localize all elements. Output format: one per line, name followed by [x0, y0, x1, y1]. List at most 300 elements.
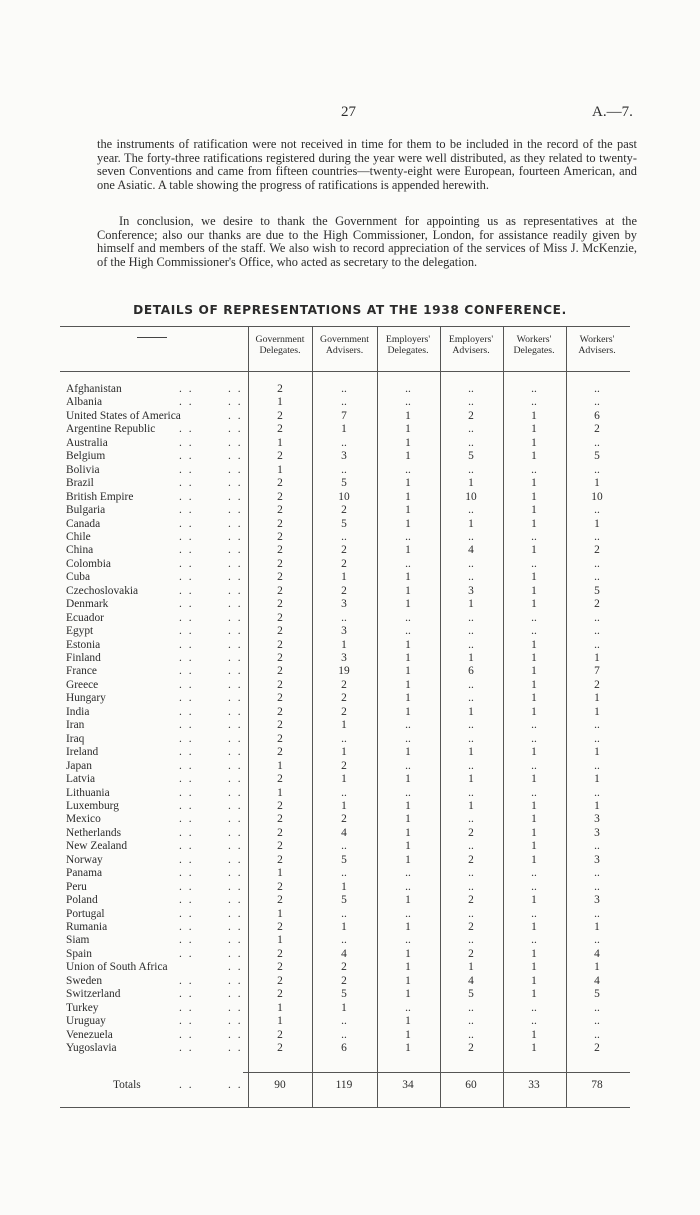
table-cell: 2	[277, 638, 283, 651]
table-row	[0, 975, 700, 988]
leader-dots: . .	[179, 571, 194, 584]
table-cell: 1	[531, 436, 537, 449]
table-cell: 2	[468, 1042, 474, 1055]
leader-dots: . .	[228, 974, 243, 987]
table-cell: 1	[531, 423, 537, 436]
table-cell: 1	[531, 584, 537, 597]
table-cell: ..	[594, 436, 600, 449]
table-cell: 1	[531, 746, 537, 759]
table-cell: 1	[531, 813, 537, 826]
table-row	[0, 639, 700, 652]
leader-dots: . .	[228, 961, 243, 974]
column-header-line: Advisers.	[452, 345, 490, 356]
total-value: 60	[465, 1079, 477, 1091]
column-header-line: Advisers.	[325, 345, 364, 356]
table-cell: ..	[594, 786, 600, 799]
table-cell: ..	[405, 934, 411, 947]
table-cell: 3	[341, 598, 347, 611]
table-cell: ..	[594, 840, 600, 853]
column-header-line: Delegates.	[259, 345, 301, 356]
table-cell: 1	[405, 1028, 411, 1041]
table-cell: 1	[594, 517, 600, 530]
table-cell: 2	[341, 961, 347, 974]
table-row	[0, 598, 700, 611]
table-cell: 1	[405, 1015, 411, 1028]
country-name: Lithuania	[66, 786, 110, 799]
table-cell: 2	[277, 719, 283, 732]
table-row	[0, 652, 700, 665]
country-name: Venezuela	[66, 1028, 113, 1041]
column-header-line: Delegates.	[387, 345, 429, 356]
table-cell: 2	[594, 423, 600, 436]
table-cell: ..	[405, 463, 411, 476]
leader-dots: . .	[179, 1042, 194, 1055]
table-row	[0, 558, 700, 571]
leader-dots: . .	[179, 477, 194, 490]
table-cell: 1	[468, 773, 474, 786]
leader-dots: . .	[228, 759, 243, 772]
country-name: Greece	[66, 678, 99, 691]
table-cell: 2	[468, 921, 474, 933]
country-name: Mexico	[66, 813, 101, 826]
table-cell: 19	[338, 665, 350, 678]
table-cell: 1	[531, 665, 537, 678]
column-header	[566, 334, 628, 356]
table-row	[0, 948, 700, 961]
table-row	[0, 625, 700, 638]
leader-dots: . .	[228, 853, 243, 866]
table-cell: 2	[468, 409, 474, 422]
country-name: Chile	[66, 530, 91, 543]
table-cell: ..	[594, 557, 600, 570]
table-row	[0, 867, 700, 880]
country-name: Latvia	[66, 773, 96, 786]
country-name: France	[66, 665, 97, 678]
country-name: Albania	[66, 396, 103, 409]
table-cell: 1	[468, 746, 474, 759]
table-cell: 2	[341, 813, 347, 826]
leader-dots: . .	[228, 894, 243, 907]
table-cell: 4	[594, 947, 600, 960]
column-header-line: Workers'	[579, 334, 615, 345]
table-cell: 1	[405, 504, 411, 517]
table-cell: 1	[341, 638, 347, 651]
country-name: Portugal	[66, 907, 105, 920]
table-cell: 1	[405, 799, 411, 812]
table-cell: 2	[277, 530, 283, 543]
country-name: Argentine Republic	[66, 423, 156, 436]
table-cell: 2	[341, 557, 347, 570]
table-cell: 5	[341, 477, 347, 490]
table-cell: ..	[405, 1001, 411, 1014]
table-cell: ..	[594, 611, 600, 624]
leader-dots: . .	[228, 947, 243, 960]
country-name: Denmark	[66, 598, 109, 611]
table-cell: 2	[277, 773, 283, 786]
leader-dots: . .	[228, 799, 243, 812]
table-cell: ..	[531, 732, 537, 745]
table-cell: 1	[531, 1042, 537, 1055]
table-cell: ..	[468, 678, 474, 691]
table-row	[0, 396, 700, 409]
country-name: Hungary	[66, 692, 106, 705]
table-cell: 2	[277, 490, 283, 503]
table-row	[0, 383, 700, 396]
leader-dots: . .	[228, 1028, 243, 1041]
country-name: China	[66, 544, 94, 557]
table-cell: 5	[594, 450, 600, 463]
table-cell: 1	[405, 423, 411, 436]
country-name: Bulgaria	[66, 504, 106, 517]
table-cell: 1	[531, 544, 537, 557]
leader-dots: . .	[228, 719, 243, 732]
table-cell: 1	[341, 773, 347, 786]
table-cell: 1	[531, 921, 537, 933]
table-cell: ..	[405, 732, 411, 745]
leader-dots: . .	[179, 396, 194, 409]
table-cell: ..	[594, 625, 600, 638]
table-cell: 1	[531, 450, 537, 463]
table-cell: ..	[468, 880, 474, 893]
leader-dots: . .	[179, 732, 194, 745]
table-cell: 2	[277, 423, 283, 436]
table-cell: ..	[594, 880, 600, 893]
leader-dots: . .	[179, 799, 194, 812]
table-cell: 1	[405, 773, 411, 786]
table-cell: ..	[405, 611, 411, 624]
table-cell: ..	[468, 504, 474, 517]
leader-dots: . .	[179, 826, 194, 839]
table-cell: ..	[341, 732, 347, 745]
paragraph-ratifications: the instruments of ratification were not received in time for them to be included in the record of the past year. The forty-three ratifications registered during the year were well distributed, as they related to twenty-seven Conventions and came from fifteen countries—twenty-eight were European, fourteen American, and one Asiatic. A table showing the progress of ratifications is appended herewith.	[97, 137, 637, 192]
leader-dots: . .	[228, 773, 243, 786]
column-header	[249, 334, 311, 356]
table-cell: ..	[468, 719, 474, 732]
table-row	[0, 813, 700, 826]
table-cell: 2	[341, 692, 347, 705]
column-header	[503, 334, 565, 356]
leader-dots: . .	[179, 584, 194, 597]
table-cell: 2	[277, 383, 283, 395]
leader-dots: . .	[228, 504, 243, 517]
leader-dots: . .	[179, 947, 194, 960]
table-row	[0, 612, 700, 625]
table-cell: 2	[468, 894, 474, 907]
table-cell: 2	[277, 880, 283, 893]
leader-dots: . .	[179, 544, 194, 557]
table-row	[0, 787, 700, 800]
leader-dots: . .	[228, 867, 243, 880]
table-cell: 2	[277, 477, 283, 490]
country-name: Iran	[66, 719, 85, 732]
table-cell: 3	[594, 813, 600, 826]
table-cell: 1	[405, 988, 411, 1001]
table-cell: 1	[531, 826, 537, 839]
table-row	[0, 773, 700, 786]
page-reference: A.—7.	[592, 104, 633, 120]
country-name: Ecuador	[66, 611, 104, 624]
table-cell: ..	[468, 423, 474, 436]
table-cell: ..	[468, 867, 474, 880]
leader-dots: . .	[228, 1042, 243, 1055]
table-cell: ..	[405, 759, 411, 772]
table-cell: ..	[531, 719, 537, 732]
table-cell: ..	[468, 1001, 474, 1014]
table-cell: 2	[277, 921, 283, 933]
table-cell: ..	[531, 907, 537, 920]
table-cell: 1	[341, 571, 347, 584]
table-cell: ..	[594, 1015, 600, 1028]
leader-dots: . .	[179, 759, 194, 772]
table-cell: 1	[405, 692, 411, 705]
table-cell: 1	[405, 961, 411, 974]
leader-dots: . .	[228, 813, 243, 826]
table-row	[0, 491, 700, 504]
table-cell: 1	[405, 813, 411, 826]
table-cell: 1	[531, 1028, 537, 1041]
table-cell: 1	[531, 598, 537, 611]
table-row	[0, 531, 700, 544]
leader-dots: . .	[179, 853, 194, 866]
table-cell: 2	[277, 894, 283, 907]
table-row	[0, 706, 700, 719]
table-cell: 6	[468, 665, 474, 678]
table-cell: ..	[594, 638, 600, 651]
table-cell: 1	[277, 934, 283, 947]
table-cell: 2	[277, 692, 283, 705]
table-cell: 10	[465, 490, 477, 503]
table-cell: ..	[468, 396, 474, 409]
table-cell: 5	[341, 517, 347, 530]
table-cell: ..	[341, 463, 347, 476]
table-cell: 1	[531, 504, 537, 517]
leader-dots: . .	[179, 894, 194, 907]
leader-dots: . .	[228, 530, 243, 543]
leader-dots: . .	[228, 611, 243, 624]
leader-dots: . .	[179, 773, 194, 786]
table-cell: ..	[594, 1028, 600, 1041]
country-header-dash	[137, 337, 167, 338]
country-name: Afghanistan	[66, 383, 122, 395]
table-cell: 2	[277, 840, 283, 853]
table-cell: ..	[341, 1015, 347, 1028]
leader-dots: . .	[228, 409, 243, 422]
country-name: Uruguay	[66, 1015, 106, 1028]
table-cell: 2	[341, 678, 347, 691]
leader-dots: . .	[228, 463, 243, 476]
leader-dots: . .	[179, 423, 194, 436]
country-name: Estonia	[66, 638, 101, 651]
table-row	[0, 1029, 700, 1042]
leader-dots: . .	[228, 840, 243, 853]
table-cell: ..	[531, 530, 537, 543]
table-cell: 3	[341, 625, 347, 638]
table-cell: 2	[277, 853, 283, 866]
leader-dots: . .	[179, 517, 194, 530]
table-cell: 1	[405, 436, 411, 449]
table-cell: 1	[405, 544, 411, 557]
table-cell: 1	[468, 598, 474, 611]
table-cell: 1	[405, 974, 411, 987]
leader-dots: . .	[228, 625, 243, 638]
table-cell: 1	[405, 921, 411, 933]
country-name: Czechoslovakia	[66, 584, 139, 597]
table-row	[0, 840, 700, 853]
table-cell: 1	[277, 786, 283, 799]
table-cell: 1	[531, 947, 537, 960]
leader-dots: . .	[179, 436, 194, 449]
column-header	[377, 334, 439, 356]
country-name: United States of America	[66, 409, 181, 422]
table-cell: 1	[531, 652, 537, 664]
country-name: British Empire	[66, 490, 134, 503]
leader-dots: . .	[179, 813, 194, 826]
table-cell: ..	[405, 530, 411, 543]
table-cell: 5	[468, 450, 474, 463]
table-row	[0, 504, 700, 517]
table-cell: 1	[531, 961, 537, 974]
country-name: Peru	[66, 880, 87, 893]
table-cell: 2	[341, 759, 347, 772]
table-cell: ..	[405, 557, 411, 570]
table-cell: ..	[468, 907, 474, 920]
table-cell: 2	[277, 652, 283, 664]
table-cell: ..	[468, 436, 474, 449]
table-row	[0, 881, 700, 894]
table-cell: ..	[341, 867, 347, 880]
country-name: Sweden	[66, 974, 103, 987]
table-cell: 1	[277, 1015, 283, 1028]
total-value: 78	[591, 1079, 603, 1091]
country-name: Australia	[66, 436, 108, 449]
table-cell: 1	[405, 894, 411, 907]
table-cell: ..	[341, 907, 347, 920]
paragraph-conclusion: In conclusion, we desire to thank the Government for appointing us as representatives at the Conference; also our thanks are due to the High Commissioner, London, for assistance readily given by himself and members of the staff. We also wish to record appreciation of the services of Miss J. McKenzie, of the High Commissioner's Office, who acted as secretary to the delegation.	[97, 214, 637, 269]
table-cell: 5	[594, 584, 600, 597]
table-cell: 1	[405, 490, 411, 503]
table-cell: 1	[277, 436, 283, 449]
total-value: 90	[274, 1079, 286, 1091]
table-cell: ..	[531, 759, 537, 772]
country-name: Ireland	[66, 746, 99, 759]
table-cell: 1	[405, 705, 411, 718]
table-cell: 1	[405, 853, 411, 866]
leader-dots: . .	[179, 383, 194, 395]
table-cell: ..	[405, 907, 411, 920]
leader-dots: . .	[179, 934, 194, 947]
table-cell: 1	[594, 921, 600, 933]
leader-dots: . .	[179, 1015, 194, 1028]
table-cell: ..	[341, 1028, 347, 1041]
table-cell: 1	[468, 799, 474, 812]
table-cell: 2	[277, 1042, 283, 1055]
table-cell: ..	[531, 463, 537, 476]
table-cell: ..	[468, 934, 474, 947]
table-cell: 1	[277, 867, 283, 880]
table-cell: ..	[405, 719, 411, 732]
table-row	[0, 679, 700, 692]
country-name: Poland	[66, 894, 98, 907]
table-cell: ..	[594, 571, 600, 584]
table-cell: 1	[341, 799, 347, 812]
table-cell: ..	[468, 530, 474, 543]
table-row	[0, 1015, 700, 1028]
table-cell: 4	[341, 947, 347, 960]
table-cell: ..	[468, 840, 474, 853]
table-cell: 1	[594, 652, 600, 664]
table-cell: 5	[468, 988, 474, 1001]
table-row	[0, 894, 700, 907]
country-name: Yugoslavia	[66, 1042, 117, 1055]
leader-dots: . .	[179, 907, 194, 920]
country-name: Brazil	[66, 477, 94, 490]
table-cell: 2	[341, 544, 347, 557]
table-cell: ..	[594, 867, 600, 880]
table-row	[0, 760, 700, 773]
column-header	[313, 334, 376, 356]
table-cell: 7	[341, 409, 347, 422]
table-cell: 5	[341, 853, 347, 866]
leader-dots: . .	[228, 584, 243, 597]
table-cell: ..	[405, 880, 411, 893]
table-cell: 1	[531, 678, 537, 691]
table-cell: 1	[594, 773, 600, 786]
table-cell: 1	[531, 571, 537, 584]
table-cell: 2	[277, 746, 283, 759]
leader-dots: . .	[228, 934, 243, 947]
country-name: Bolivia	[66, 463, 100, 476]
total-value: 119	[335, 1079, 353, 1091]
table-cell: 1	[531, 517, 537, 530]
table-cell: ..	[468, 1028, 474, 1041]
table-cell: 1	[341, 921, 347, 933]
table-cell: ..	[531, 867, 537, 880]
table-cell: 1	[594, 705, 600, 718]
country-name: Norway	[66, 853, 103, 866]
table-cell: 2	[341, 584, 347, 597]
leader-dots: . .	[228, 571, 243, 584]
leader-dots: . .	[228, 1001, 243, 1014]
leader-dots: . .	[179, 988, 194, 1001]
table-cell: 1	[341, 719, 347, 732]
table-cell: 1	[341, 423, 347, 436]
leader-dots: . .	[179, 665, 194, 678]
leader-dots: . .	[228, 638, 243, 651]
table-cell: ..	[405, 625, 411, 638]
leader-dots: . .	[228, 692, 243, 705]
table-row	[0, 934, 700, 947]
table-cell: ..	[468, 759, 474, 772]
table-cell: 10	[591, 490, 603, 503]
table-cell: 2	[341, 504, 347, 517]
table-row	[0, 733, 700, 746]
country-name: Belgium	[66, 450, 106, 463]
leader-dots: . .	[179, 652, 194, 664]
leader-dots: . .	[179, 638, 194, 651]
table-row	[0, 1042, 700, 1055]
leader-dots: . .	[228, 678, 243, 691]
table-cell: 2	[277, 1028, 283, 1041]
leader-dots: . .	[228, 705, 243, 718]
table-cell: ..	[405, 786, 411, 799]
leader-dots: . .	[228, 665, 243, 678]
table-cell: 5	[594, 988, 600, 1001]
table-cell: 2	[277, 517, 283, 530]
column-header-line: Delegates.	[513, 345, 555, 356]
table-cell: ..	[594, 396, 600, 409]
table-cell: ..	[468, 625, 474, 638]
table-cell: 6	[594, 409, 600, 422]
